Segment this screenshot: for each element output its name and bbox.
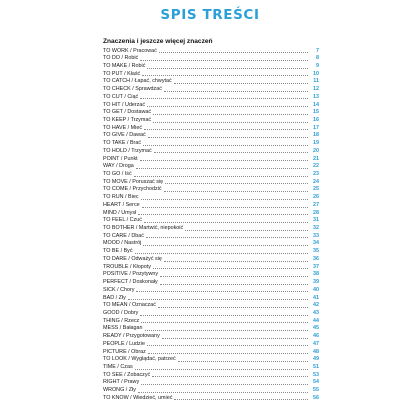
dot-leader <box>148 137 308 138</box>
toc-entry-label: READY / Przygotowany <box>103 333 160 340</box>
toc-entry-label: TO GET / Dostawać <box>103 109 152 116</box>
toc-entry-label: TO BE / Być <box>103 248 133 255</box>
toc-entry <box>103 271 319 279</box>
toc-entry <box>103 147 319 155</box>
toc-entry-page-number: 46 <box>313 333 319 340</box>
dot-leader <box>153 114 308 115</box>
toc-entry-label: TO CARE / Dbać <box>103 232 144 239</box>
dot-leader <box>142 207 308 208</box>
toc-entry <box>103 201 319 209</box>
toc-entry-page-number: 25 <box>313 186 319 193</box>
toc-entry <box>103 356 319 364</box>
toc-entry-label: SICK / Chory <box>103 286 135 293</box>
toc-entry <box>103 248 319 256</box>
toc-entry-label: TO CUT / Ciąć <box>103 93 139 100</box>
toc-entry <box>103 124 319 132</box>
toc-entry-page-number: 49 <box>313 356 319 363</box>
dot-leader <box>185 230 308 231</box>
dot-leader <box>140 315 308 316</box>
toc-list <box>103 47 319 402</box>
toc-entry <box>103 263 319 271</box>
toc-entry-page-number: 40 <box>313 286 319 293</box>
toc-entry-page-number: 39 <box>313 279 319 286</box>
toc-entry-label: TO DO / Robić <box>103 55 139 62</box>
dot-leader <box>160 276 308 277</box>
toc-entry-page-number: 9 <box>316 62 319 69</box>
toc-entry-label: TO CHECK / Sprawdzać <box>103 86 162 93</box>
toc-entry-label: TO BOTHER / Martwić, niepokoić <box>103 225 184 232</box>
dot-leader <box>141 322 308 323</box>
dot-leader <box>164 261 308 262</box>
toc-entry-page-number: 42 <box>313 302 319 309</box>
toc-entry-label: MESS / Bałagan <box>103 325 143 332</box>
dot-leader <box>145 330 308 331</box>
toc-entry-page-number: 44 <box>313 317 319 324</box>
page-title: SPIS TREŚCI <box>160 7 260 23</box>
dot-leader <box>140 98 308 99</box>
dot-leader <box>144 129 308 130</box>
toc-entry-label: TO KEEP / Trzymać <box>103 116 152 123</box>
toc-entry-page-number: 7 <box>316 47 319 54</box>
dot-leader <box>128 299 308 300</box>
toc-entry <box>103 348 319 356</box>
toc-entry-page-number: 10 <box>313 70 319 77</box>
dot-leader <box>178 361 308 362</box>
toc-entry-label: WAY / Droga <box>103 163 134 170</box>
section-heading: Znaczenia i jeszcze więcej znaczeń <box>103 38 213 45</box>
toc-entry <box>103 387 319 395</box>
toc-entry-page-number: 37 <box>313 263 319 270</box>
dot-leader <box>138 392 308 393</box>
toc-entry-page-number: 22 <box>313 163 319 170</box>
toc-entry-page-number: 47 <box>313 340 319 347</box>
toc-entry-label: TO SEE / Zobaczyć <box>103 371 151 378</box>
toc-entry-label: TO DARE / Odważyć się <box>103 255 162 262</box>
toc-entry <box>103 232 319 240</box>
toc-entry-label: TO HAVE / Mieć <box>103 124 143 131</box>
toc-entry <box>103 309 319 317</box>
dot-leader <box>148 353 308 354</box>
dot-leader <box>147 345 308 346</box>
toc-entry-page-number: 27 <box>313 201 319 208</box>
toc-entry <box>103 116 319 124</box>
toc-entry <box>103 240 319 248</box>
dot-leader <box>153 122 308 123</box>
toc-entry <box>103 294 319 302</box>
dot-leader <box>174 399 308 400</box>
toc-entry-label: TO FEEL / Czuć <box>103 217 142 224</box>
toc-entry-page-number: 14 <box>313 101 319 108</box>
toc-entry-label: TO COME / Przychodzić <box>103 186 162 193</box>
dot-leader <box>152 376 308 377</box>
toc-entry <box>103 217 319 225</box>
toc-entry-page-number: 20 <box>313 147 319 154</box>
dot-leader <box>141 199 308 200</box>
toc-entry-page-number: 34 <box>313 240 319 247</box>
toc-entry-page-number: 56 <box>313 394 319 401</box>
dot-leader <box>165 183 308 184</box>
dot-leader <box>147 68 308 69</box>
toc-entry <box>103 255 319 263</box>
toc-entry-label: TO LOOK / Wyglądać, patrzeć <box>103 356 176 363</box>
toc-entry-label: TO TAKE / Brać <box>103 140 142 147</box>
toc-entry-page-number: 55 <box>313 387 319 394</box>
toc-entry-page-number: 21 <box>313 155 319 162</box>
toc-entry-page-number: 41 <box>313 294 319 301</box>
toc-entry <box>103 379 319 387</box>
toc-entry-page-number: 31 <box>313 217 319 224</box>
toc-entry <box>103 47 319 55</box>
toc-entry-page-number: 54 <box>313 379 319 386</box>
toc-entry-page-number: 32 <box>313 225 319 232</box>
toc-entry-label: TO GIVE / Dawać <box>103 132 146 139</box>
toc-entry-page-number: 11 <box>313 78 319 85</box>
toc-entry-page-number: 45 <box>313 325 319 332</box>
dot-leader <box>136 291 308 292</box>
toc-entry-page-number: 12 <box>313 86 319 93</box>
dot-leader <box>154 152 308 153</box>
dot-leader <box>143 245 308 246</box>
toc-entry <box>103 178 319 186</box>
toc-entry <box>103 140 319 148</box>
toc-entry-label: TO CATCH / Łapać, chwytać <box>103 78 172 85</box>
dot-leader <box>153 268 308 269</box>
toc-entry-page-number: 35 <box>313 248 319 255</box>
toc-entry-page-number: 26 <box>313 194 319 201</box>
toc-entry-label: TO PUT / Kłaść <box>103 70 141 77</box>
toc-entry-page-number: 13 <box>313 93 319 100</box>
dot-leader <box>143 145 308 146</box>
toc-entry <box>103 186 319 194</box>
dot-leader <box>164 91 308 92</box>
toc-entry <box>103 333 319 341</box>
dot-leader <box>135 369 308 370</box>
toc-entry <box>103 93 319 101</box>
toc-entry <box>103 101 319 109</box>
toc-entry-label: WRONG / Zły <box>103 387 136 394</box>
toc-entry-label: HEART / Serce <box>103 201 140 208</box>
toc-entry <box>103 340 319 348</box>
toc-entry <box>103 155 319 163</box>
toc-entry-label: TO MEAN / Oznaczać <box>103 302 156 309</box>
toc-entry-page-number: 48 <box>313 348 319 355</box>
toc-entry-page-number: 33 <box>313 232 319 239</box>
toc-entry <box>103 86 319 94</box>
dot-leader <box>147 106 308 107</box>
dot-leader <box>142 75 308 76</box>
toc-entry <box>103 371 319 379</box>
toc-entry-page-number: 36 <box>313 255 319 262</box>
toc-entry-label: TO KNOW / Wiedzieć, umieć <box>103 394 173 401</box>
toc-entry <box>103 163 319 171</box>
toc-entry-page-number: 53 <box>313 371 319 378</box>
toc-entry-label: TO MOVE / Poruszać się <box>103 178 164 185</box>
toc-entry <box>103 225 319 233</box>
dot-leader <box>144 222 308 223</box>
toc-entry-label: PERFECT / Doskonały <box>103 279 158 286</box>
toc-entry <box>103 132 319 140</box>
dot-leader <box>174 83 308 84</box>
toc-entry-label: MIND / Umysł <box>103 209 137 216</box>
toc-entry-label: GOOD / Dobry <box>103 309 139 316</box>
toc-entry-label: POSITIVE / Pozytywny <box>103 271 159 278</box>
dot-leader <box>136 168 308 169</box>
toc-entry-label: TO HIT / Uderzać <box>103 101 146 108</box>
toc-entry <box>103 363 319 371</box>
toc-entry-label: TO WORK / Pracować <box>103 47 157 54</box>
toc-entry <box>103 70 319 78</box>
toc-entry-page-number: 18 <box>313 132 319 139</box>
toc-entry-label: RIGHT / Prawy <box>103 379 140 386</box>
toc-entry-page-number: 24 <box>313 178 319 185</box>
toc-entry-label: TO RUN / Biec <box>103 194 139 201</box>
toc-entry-page-number: 17 <box>313 124 319 131</box>
toc-entry <box>103 171 319 179</box>
toc-entry <box>103 279 319 287</box>
dot-leader <box>138 214 308 215</box>
toc-entry-page-number: 43 <box>313 309 319 316</box>
toc-entry <box>103 209 319 217</box>
dot-leader <box>146 237 308 238</box>
toc-entry-label: TO HOLD / Trzymać <box>103 147 152 154</box>
dot-leader <box>159 52 308 53</box>
dot-leader <box>162 338 308 339</box>
toc-entry <box>103 109 319 117</box>
toc-entry-page-number: 38 <box>313 271 319 278</box>
toc-entry <box>103 302 319 310</box>
toc-entry-page-number: 23 <box>313 171 319 178</box>
toc-entry <box>103 317 319 325</box>
toc-entry-label: POINT / Punkt <box>103 155 138 162</box>
toc-entry-page-number: 19 <box>313 140 319 147</box>
dot-leader <box>141 384 308 385</box>
toc-entry-label: TIME / Czas <box>103 363 133 370</box>
toc-entry-label: PICTURE / Obraz <box>103 348 146 355</box>
toc-entry-page-number: 8 <box>316 55 319 62</box>
toc-entry <box>103 55 319 63</box>
toc-entry-label: THING / Rzecz <box>103 317 140 324</box>
dot-leader <box>158 307 308 308</box>
toc-entry <box>103 394 319 402</box>
toc-entry-label: TO MAKE / Robić <box>103 62 146 69</box>
dot-leader <box>140 160 308 161</box>
toc-entry <box>103 194 319 202</box>
dot-leader <box>140 60 308 61</box>
toc-entry <box>103 62 319 70</box>
toc-entry-label: TROUBLE / Kłopoty <box>103 263 151 270</box>
toc-entry-label: MOOD / Nastrój <box>103 240 142 247</box>
toc-entry-page-number: 28 <box>313 209 319 216</box>
toc-entry-label: BAD / Zły <box>103 294 126 301</box>
dot-leader <box>164 191 308 192</box>
toc-entry <box>103 325 319 333</box>
toc-entry-page-number: 51 <box>313 363 319 370</box>
toc-entry <box>103 78 319 86</box>
dot-leader <box>135 253 308 254</box>
dot-leader <box>160 284 308 285</box>
toc-entry <box>103 286 319 294</box>
toc-entry-label: PEOPLE / Ludzie <box>103 340 145 347</box>
toc-entry-page-number: 16 <box>313 116 319 123</box>
toc-entry-label: TO GO / Iść <box>103 171 132 178</box>
dot-leader <box>134 176 308 177</box>
toc-entry-page-number: 15 <box>313 109 319 116</box>
